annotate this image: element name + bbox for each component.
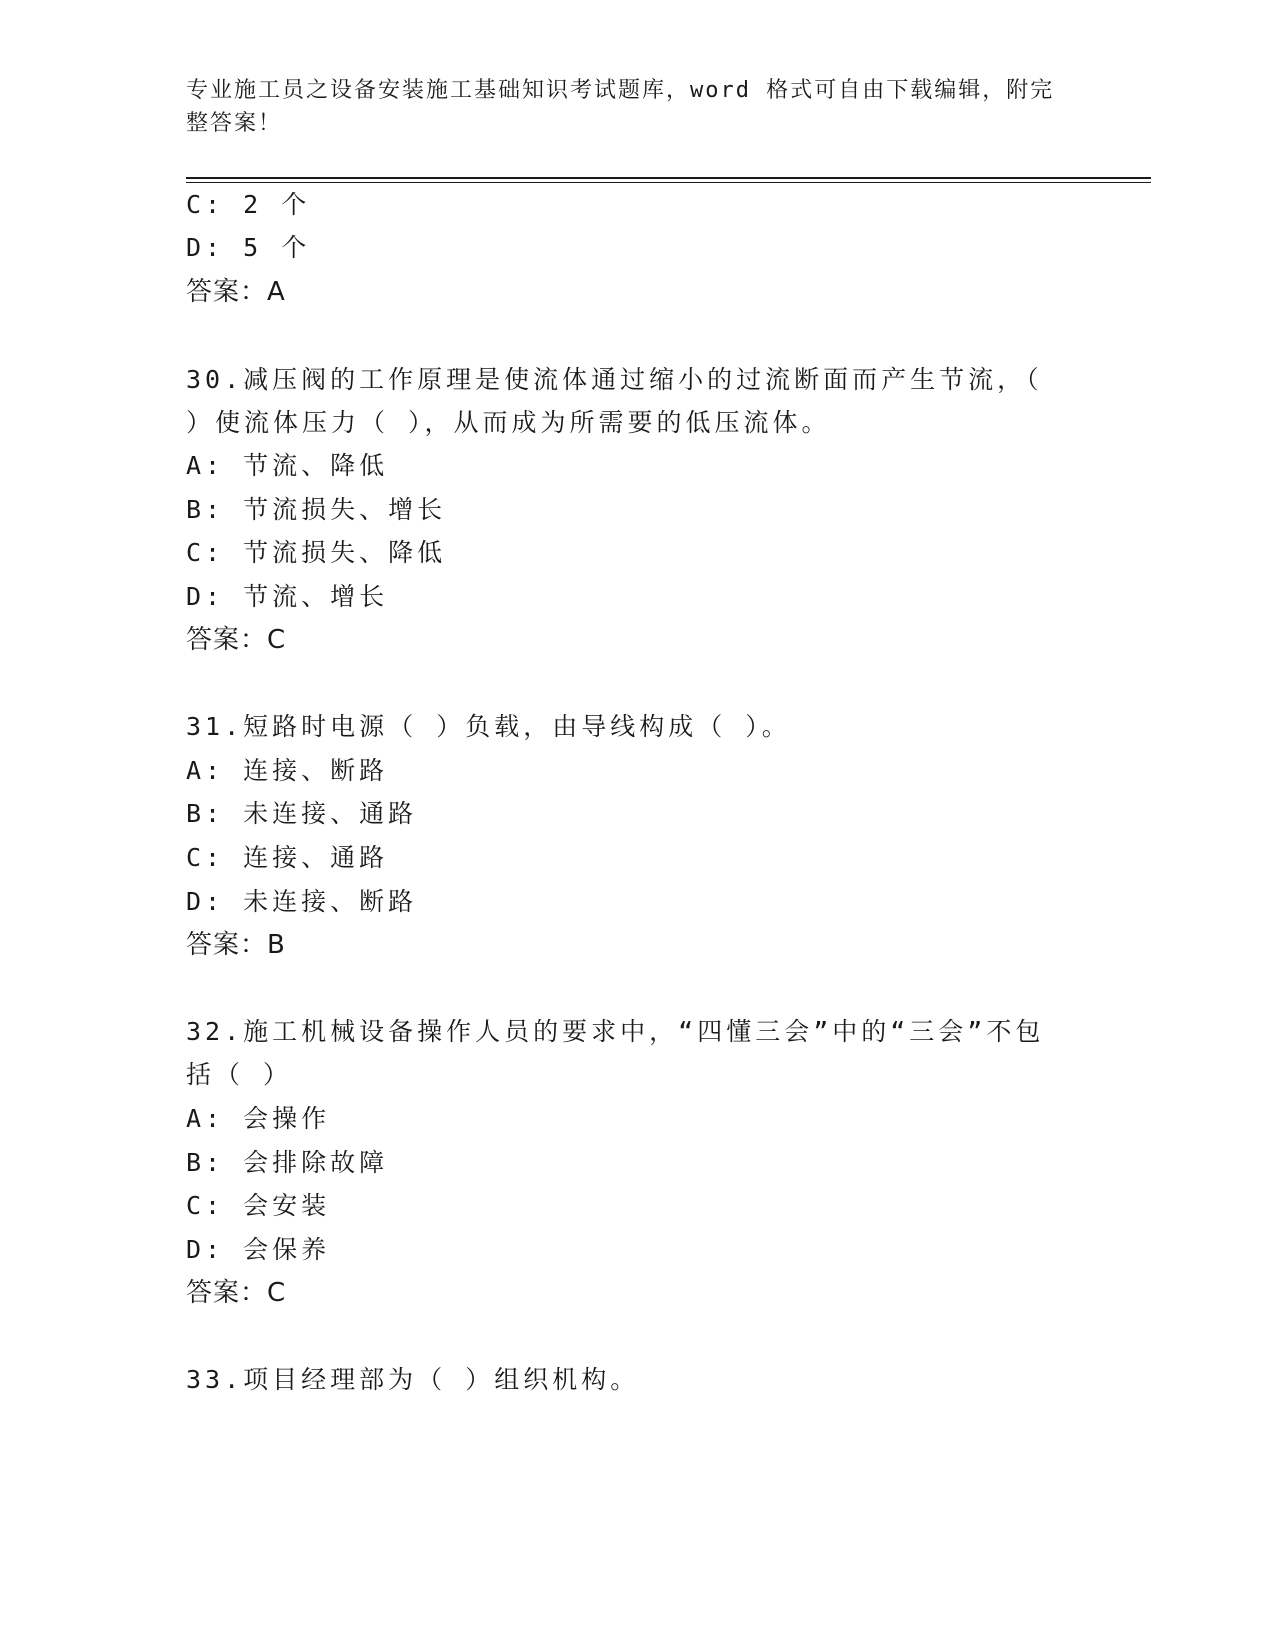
header-divider-thick [186, 177, 1151, 179]
header-line-2: 整答案！ [186, 111, 283, 136]
q30-stem-line-1: 30.减压阀的工作原理是使流体通过缩小的过流断面而产生节流，（ [186, 365, 1043, 394]
q30-answer: 答案：C [186, 625, 287, 655]
q32-option-a: A: 会操作 [186, 1104, 331, 1133]
q31-option-b: B: 未连接、通路 [186, 799, 418, 828]
q32-answer: 答案：C [186, 1278, 287, 1308]
q32-option-b: B: 会排除故障 [186, 1148, 389, 1177]
q30-option-b: B: 节流损失、增长 [186, 495, 447, 524]
q32-option-c: C: 会安装 [186, 1191, 331, 1220]
q30-option-d: D: 节流、增长 [186, 582, 389, 611]
q31-option-c: C: 连接、通路 [186, 843, 389, 872]
q33-stem-line-1: 33.项目经理部为（ ）组织机构。 [186, 1365, 640, 1394]
q32-option-d: D: 会保养 [186, 1235, 331, 1264]
q31-option-a: A: 连接、断路 [186, 756, 389, 785]
q30-option-a: A: 节流、降低 [186, 451, 389, 480]
page-header [186, 74, 1066, 140]
header-divider-thin [186, 182, 1151, 183]
prev-option-d: D: 5 个 [186, 233, 311, 262]
prev-answer: 答案：A [186, 277, 286, 307]
q30-stem-line-2: ）使流体压力（ ），从而成为所需要的低压流体。 [186, 408, 831, 437]
q30-option-c: C: 节流损失、降低 [186, 538, 447, 567]
q31-option-d: D: 未连接、断路 [186, 887, 418, 916]
q31-answer: 答案：B [186, 930, 286, 960]
prev-option-c: C: 2 个 [186, 190, 311, 219]
header-line-1: 专业施工员之设备安装施工基础知识考试题库，word 格式可自由下载编辑，附完 [186, 78, 1055, 103]
q32-stem-line-1: 32.施工机械设备操作人员的要求中，“四懂三会”中的“三会”不包 [186, 1017, 1045, 1046]
q32-stem-line-2: 括（ ） [186, 1060, 293, 1089]
q31-stem-line-1: 31.短路时电源（ ）负载，由导线构成（ ）。 [186, 712, 791, 741]
